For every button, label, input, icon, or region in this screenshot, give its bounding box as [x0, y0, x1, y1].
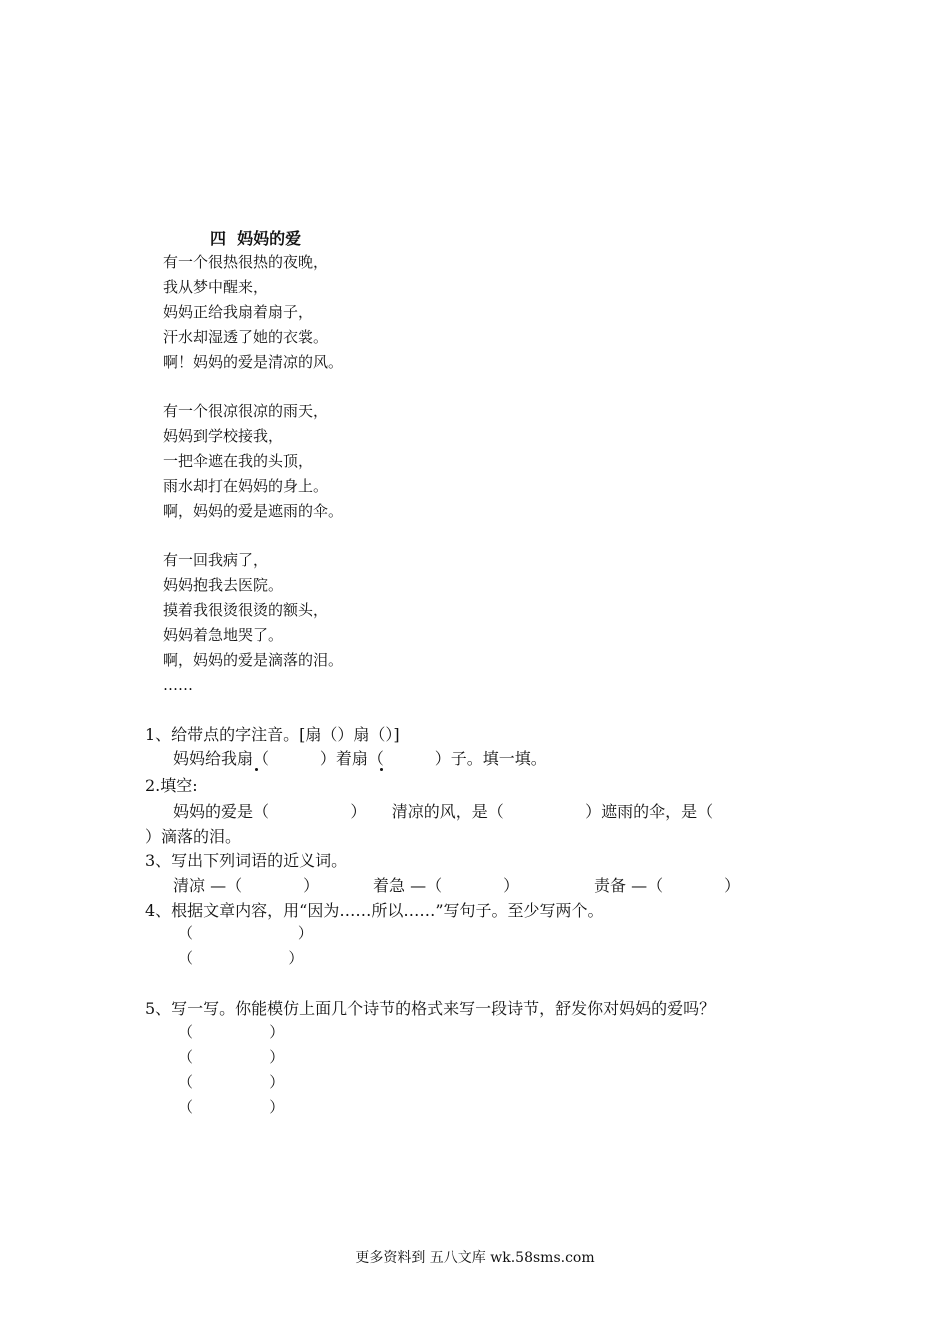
poem-line: 雨水却打在妈妈的身上。	[163, 477, 329, 495]
answer-blank: （ ）	[178, 1048, 285, 1066]
poem-line: 妈妈正给我扇着扇子，	[163, 303, 314, 321]
poem-line: 汗水却湿透了她的衣裳。	[163, 328, 329, 346]
question-2: 2.填空:	[145, 776, 198, 795]
synonym-item: 清凉 —（ ）	[173, 876, 320, 895]
answer-blank: （ ）	[178, 1023, 285, 1041]
question-1: 1、给带点的字注音。[扇（）扇（）]	[145, 725, 400, 744]
poem-line: 妈妈着急地哭了。	[163, 626, 284, 644]
poem-line: 有一个很凉很凉的雨天，	[163, 402, 329, 420]
poem-line: 妈妈抱我去医院。	[163, 576, 284, 594]
poem-line: 我从梦中醒来，	[163, 278, 269, 296]
synonym-item: 着急 —（ ）	[373, 876, 520, 895]
poem-line: 啊！妈妈的爱是清凉的风。	[163, 353, 344, 371]
poem-line: 啊，妈妈的爱是遮雨的伞。	[163, 502, 344, 520]
answer-blank: （ ）	[178, 1073, 285, 1091]
emphasis-dot	[255, 768, 258, 771]
poem-line: 有一回我病了，	[163, 551, 269, 569]
footer-text: 更多资料到 五八文库 wk.58sms.com	[355, 1250, 595, 1266]
poem-line: 摸着我很烫很烫的额头，	[163, 601, 329, 619]
question-2-line: 妈妈的爱是（ ） 清凉的风，是（ ）遮雨的伞，是（	[173, 802, 714, 821]
answer-blank: （ ）	[178, 1098, 285, 1116]
page-title: 四 妈妈的爱	[210, 229, 302, 248]
poem-ellipsis: ……	[163, 676, 193, 694]
answer-blank: （ ）	[178, 949, 304, 967]
poem-line: 啊，妈妈的爱是滴落的泪。	[163, 651, 344, 669]
poem-line: 妈妈到学校接我，	[163, 427, 284, 445]
question-3: 3、写出下列词语的近义词。	[145, 851, 348, 870]
answer-blank: （ ）	[178, 924, 313, 942]
poem-line: 一把伞遮在我的头顶，	[163, 452, 314, 470]
synonym-item: 责备 —（ ）	[594, 876, 741, 895]
question-1-line: 妈妈给我扇（ ）着扇（ ）子。填一填。	[173, 749, 547, 768]
emphasis-dot	[380, 768, 383, 771]
question-4: 4、根据文章内容，用“因为……所以……”写句子。至少写两个。	[145, 901, 604, 920]
question-2-line: ）滴落的泪。	[145, 827, 242, 846]
poem-line: 有一个很热很热的夜晚，	[163, 253, 329, 271]
question-5: 5、写一写。你能模仿上面几个诗节的格式来写一段诗节，舒发你对妈妈的爱吗？	[145, 999, 716, 1018]
